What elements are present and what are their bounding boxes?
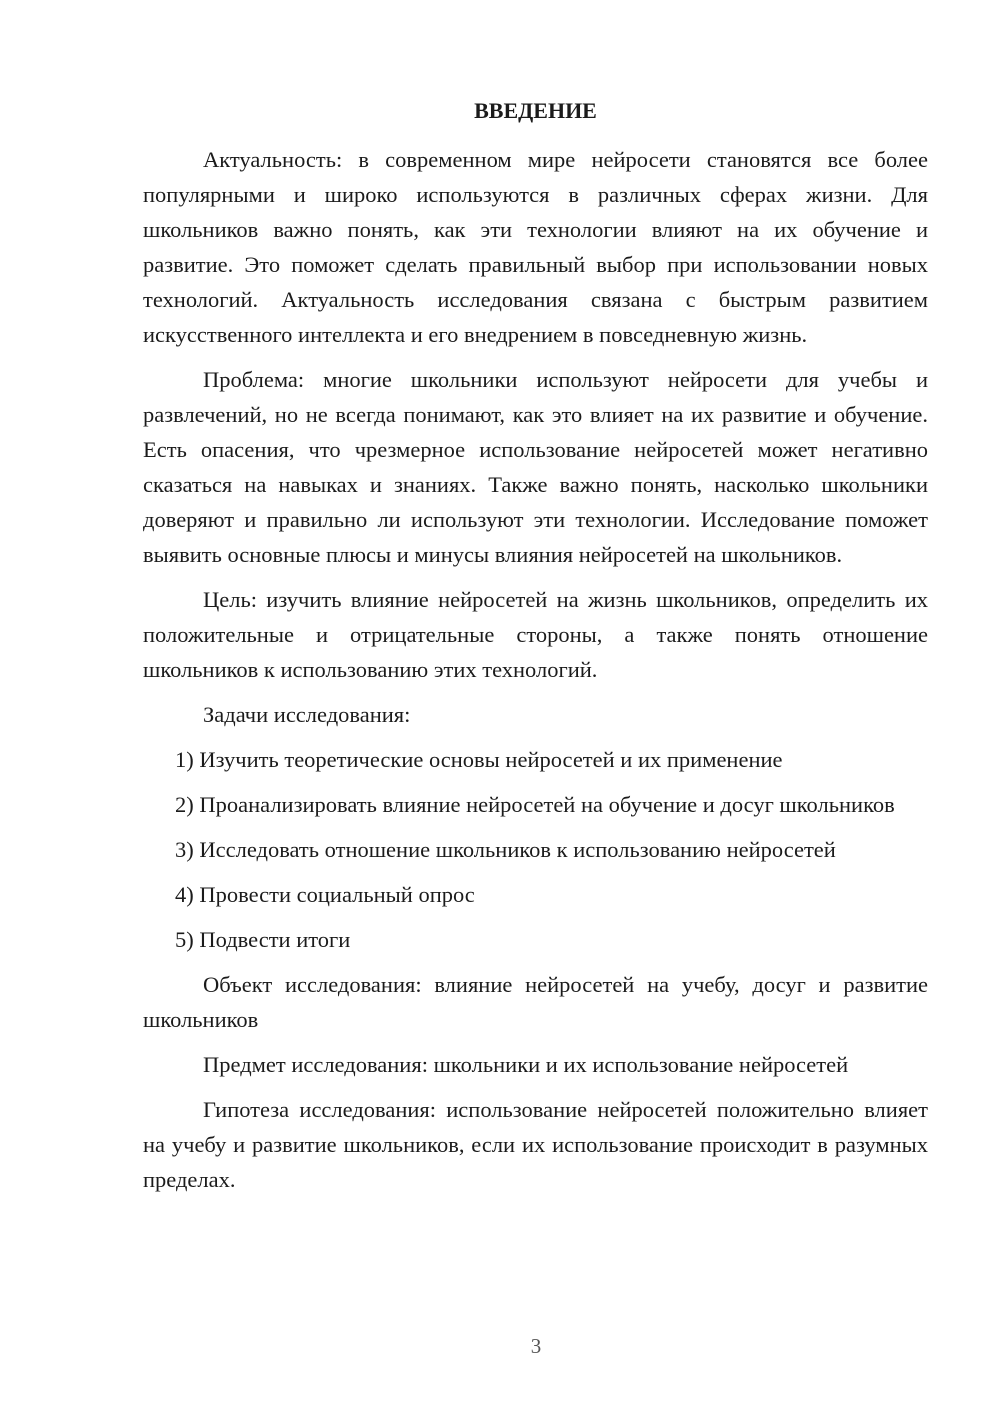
list-item: 4) Провести социальный опрос	[175, 882, 475, 907]
hypothesis-paragraph: Гипотеза исследования: использование нейросетей положительно влияет на учебу и развитие школьников, если их использование происходит в разумных пределах.	[143, 1097, 928, 1192]
subject-paragraph: Предмет исследования: школьники и их использование нейросетей	[203, 1052, 849, 1077]
object-paragraph: Объект исследования: влияние нейросетей на учебу, досуг и развитие школьников	[143, 972, 928, 1032]
tasks-intro: Задачи исследования:	[203, 702, 411, 727]
relevance-paragraph: Актуальность: в современном мире нейросети становятся все более популярными и широко используются в различных сферах жизни. Для школьников важно понять, как эти технологии влияют на их обучение и развитие. Это поможет сделать правильный выбор при использовании новых технологий. Актуальность исследования связана с быстрым развитием искусственного интеллекта и его внедрением в повседневную жизнь.	[143, 147, 928, 347]
tasks-list	[143, 742, 928, 957]
list-item: 5) Подвести итоги	[175, 927, 351, 952]
goal-paragraph: Цель: изучить влияние нейросетей на жизнь школьников, определить их положительные и отрицательные стороны, а также понять отношение школьников к использованию этих технологий.	[143, 587, 928, 682]
page-title: ВВЕДЕНИЕ	[474, 98, 597, 123]
page-number: 3	[530, 1334, 542, 1358]
page-content	[143, 96, 928, 1207]
list-item: 3) Исследовать отношение школьников к использованию нейросетей	[175, 837, 836, 862]
list-item: 2) Проанализировать влияние нейросетей на обучение и досуг школьников	[175, 792, 895, 817]
problem-paragraph: Проблема: многие школьники используют нейросети для учебы и развлечений, но не всегда понимают, как это влияет на их развитие и обучение. Есть опасения, что чрезмерное использование нейросетей может негативно сказаться на навыках и знаниях. Также важно понять, насколько школьники доверяют и правильно ли используют эти технологии. Исследование поможет выявить основные плюсы и минусы влияния нейросетей на школьников.	[143, 367, 928, 567]
list-item: 1) Изучить теоретические основы нейросетей и их применение	[175, 747, 783, 772]
